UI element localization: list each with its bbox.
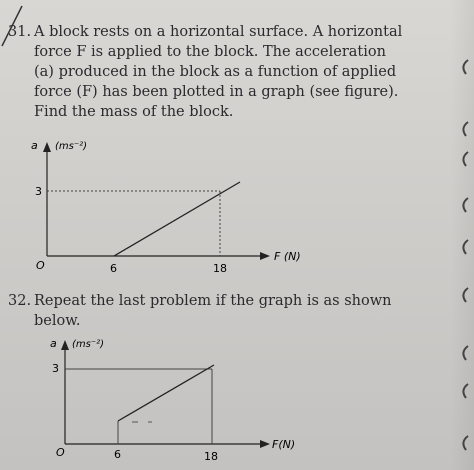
graph-1-y-arrow-icon bbox=[43, 142, 51, 152]
graph-2-y-unit: (ms⁻²) bbox=[72, 339, 105, 350]
graph-2-data-line bbox=[118, 365, 214, 421]
graph-2-origin: O bbox=[56, 446, 65, 459]
problem-31-line-3: (a) produced in the block as a function of applied bbox=[34, 64, 397, 80]
graph-2 bbox=[44, 334, 324, 468]
graph-1 bbox=[24, 138, 324, 278]
graph-1-x-tick-6: 6 bbox=[110, 262, 117, 275]
problem-31-number: 31. bbox=[8, 24, 32, 40]
graph-2-x-tick-6: 6 bbox=[114, 448, 121, 461]
problem-32-line-1: 32. Repeat the last problem if the graph is as shown bbox=[8, 293, 392, 309]
graph-1-y-unit: (ms⁻²) bbox=[55, 141, 88, 152]
problem-31-line-5: Find the mass of the block. bbox=[34, 104, 234, 120]
graph-1-origin: O bbox=[36, 259, 45, 272]
problem-31-line-2: force F is applied to the block. The acceleration bbox=[34, 44, 386, 60]
graph-1-x-tick-18: 18 bbox=[213, 262, 227, 275]
graph-1-y-label: a bbox=[31, 139, 38, 152]
graph-2-y-arrow-icon bbox=[61, 340, 69, 350]
page-edge-marks bbox=[446, 40, 474, 460]
graph-2-y-label: a bbox=[50, 337, 57, 350]
graph-1-x-arrow-icon bbox=[260, 252, 270, 260]
problem-32-line-2: below. bbox=[34, 313, 81, 329]
problem-32-number: 32. bbox=[8, 293, 32, 309]
pen-mark bbox=[0, 0, 40, 50]
graph-1-data-line bbox=[114, 182, 240, 256]
graph-2-y-tick: 3 bbox=[52, 362, 59, 375]
graph-1-x-label: F (N) bbox=[274, 250, 301, 263]
graph-2-x-tick-18: 18 bbox=[204, 450, 218, 463]
problem-31 bbox=[8, 22, 403, 122]
problem-31-line-4: force (F) has been plotted in a graph (see figure). bbox=[34, 84, 399, 100]
graph-2-x-label: F(N) bbox=[272, 438, 296, 451]
problem-31-line-1: 31. A block rests on a horizontal surface. A horizontal bbox=[8, 24, 403, 40]
graph-2-x-arrow-icon bbox=[260, 440, 270, 448]
problem-32 bbox=[8, 291, 392, 331]
graph-1-y-tick: 3 bbox=[35, 185, 42, 198]
